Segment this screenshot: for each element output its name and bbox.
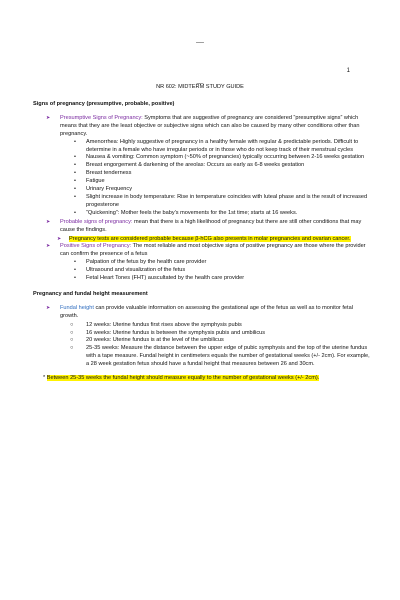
circle-bullet-icon: ○ <box>70 321 74 328</box>
highlighted-note: Between 25-35 weeks the fundal height should measure equally to the number of gestational weeks (+/- 2cm). <box>46 375 320 382</box>
list-item: ○ 16 weeks: Uterine fundus is between the symphysis pubis and umbilicus <box>70 329 266 336</box>
note-star: * <box>43 375 46 382</box>
bullet-dot-icon: • <box>74 267 76 274</box>
bullet-dot-icon: • <box>74 186 76 193</box>
list-item: • “Quickening”: Mother feels the baby’s movements for the 1st time; starts at 16 weeks. <box>74 209 298 216</box>
arrow-icon: ➤ <box>46 114 51 121</box>
bullet-dot-icon: • <box>74 209 76 216</box>
arrow-icon: ➤ <box>57 235 62 242</box>
list-item: • Breast tenderness <box>74 170 132 177</box>
bullet-dot-icon: • <box>74 162 76 169</box>
presumptive-text: Symptoms that are suggestive of pregnancy are considered “presumptive signs” which means that they are the least objective or subjective signs which can also be caused by many other conditions other than pregnancy. <box>60 114 360 137</box>
page-title: NR 602: MIDTERM STUDY GUIDE <box>156 84 244 90</box>
section-heading-fundal: Pregnancy and fundal height measurement <box>33 290 148 297</box>
highlighted-note: Pregnancy tests are considered probable because β-hCG also presents in molar pregnancies and ovarian cancer. <box>69 235 351 242</box>
title-dash: __ <box>196 78 204 84</box>
page-number: 1 <box>346 68 350 74</box>
list-item-fundal <box>33 305 370 321</box>
list-item: • Palpation of the fetus by the health care provider <box>74 259 207 266</box>
bullet-dot-icon: • <box>74 275 76 282</box>
list-item: ○ 20 weeks: Uterine fundus is at the level of the umbilicus <box>70 337 224 344</box>
list-item-presumptive <box>33 115 370 218</box>
positive-text: The most reliable and most objective signs of positive pregnancy are those where the provider can confirm the presence of a fetus <box>60 243 366 258</box>
circle-bullet-icon: ○ <box>70 337 74 344</box>
fundal-sublist <box>33 322 370 369</box>
arrow-icon: ➤ <box>46 243 51 250</box>
list-item-probable <box>33 219 370 235</box>
bullet-dot-icon: • <box>74 154 76 161</box>
list-item: ○ 25-35 weeks: Measure the distance between the upper edge of pubic symphysis and the top of the uterine fundus with a tape measure. Fundal height in centimeters equals the number of gestational weeks (+/- 2cm). For example, a 28 week gestation fetus should have a fundal height that measures between 26 and 30cm. <box>70 345 370 368</box>
section-heading-signs: Signs of pregnancy (presumptive, probable, positive) <box>33 101 175 107</box>
fundal-note <box>33 375 370 383</box>
list-item-positive <box>33 243 370 283</box>
bullet-dot-icon: • <box>74 259 76 266</box>
circle-bullet-icon: ○ <box>70 345 74 352</box>
bullet-dot-icon: • <box>74 138 76 145</box>
bullet-dot-icon: • <box>74 193 76 200</box>
list-item: • Nausea & vomiting: Common symptom (~50% of pregnancies) typically occurring between 2-16 weeks gestation <box>74 154 365 161</box>
list-item: • Ultrasound and visualization of the fetus <box>74 267 186 274</box>
bullet-dot-icon: • <box>74 178 76 185</box>
header-mark: __ <box>196 36 204 43</box>
list-item: • Amenorrhea: Highly suggestive of pregnancy in a healthy female with regular & predictable periods. Difficult to determine in a female who have irregular periods or in those who do not keep track of their menstrual cycles <box>74 138 359 153</box>
arrow-icon: ➤ <box>46 304 51 311</box>
probable-text: mean that there is a high likelihood of pregnancy but there are still other conditions that may cause the findings. <box>60 218 362 233</box>
list-item: • Urinary Frequency <box>74 186 133 193</box>
probable-label: Probable signs of pregnancy: <box>60 218 133 225</box>
list-item: • Fetal Heart Tones (FHT) auscultated by the health care provider <box>74 275 245 282</box>
list-item: • Slight increase in body temperature: Rise in temperature coincides with luteal phase and is the result of increased progesterone <box>74 193 368 208</box>
list-item-probable-note <box>33 236 370 244</box>
document-body <box>33 101 370 383</box>
circle-bullet-icon: ○ <box>70 329 74 336</box>
list-item: ○ 12 weeks: Uterine fundus first rises above the symphysis pubis <box>70 321 242 328</box>
fundal-label: Fundal height <box>60 304 94 311</box>
arrow-icon: ➤ <box>46 218 51 225</box>
bullet-dot-icon: • <box>74 170 76 177</box>
positive-label: Positive Signs of Pregnancy: <box>60 243 132 250</box>
list-item: • Breast engorgement & darkening of the areolas: Occurs as early as 6-8 weeks gestation <box>74 162 305 169</box>
presumptive-label: Presumptive Signs of Pregnancy: <box>60 114 143 121</box>
list-item: • Fatigue <box>74 178 105 185</box>
fundal-text: can provide valuable information on assessing the gestational age of the fetus as well as to monitor fetal growth. <box>60 304 353 319</box>
